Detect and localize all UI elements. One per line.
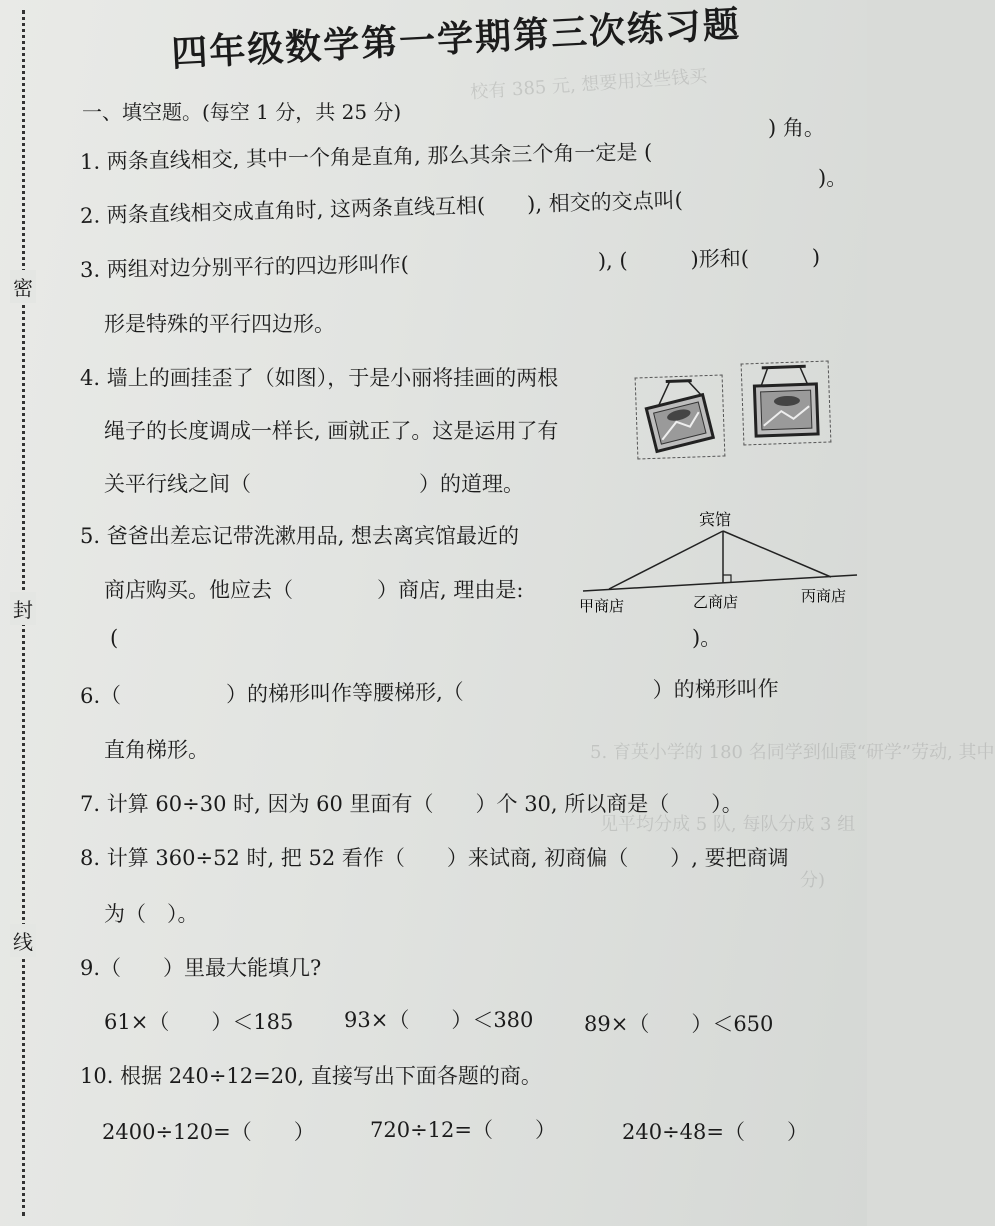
binding-char-line: 线 [10, 924, 36, 957]
question-5-line-1: 5. 爸爸出差忘记带洗漱用品, 想去离宾馆最近的 [80, 524, 520, 548]
label-store-a: 甲商店 [579, 597, 625, 615]
question-2-tail: )。 [818, 166, 848, 190]
question-9-expr-3: 89×（ ）＜650 [584, 1012, 774, 1036]
question-9-expr-2: 93×（ ）＜380 [344, 1008, 534, 1032]
question-2: 2. 两条直线相交成直角时, 这两条直线互相( ), 相交的交点叫( [79, 188, 684, 228]
question-3-line-2: 形是特殊的平行四边形。 [104, 312, 335, 336]
question-8-line-1: 8. 计算 360÷52 时, 把 52 看作（ ）来试商, 初商偏（ ）, 要把商调 [80, 846, 789, 870]
question-5-line-3-tail: )。 [692, 626, 722, 650]
question-10-expr-2: 720÷12=（ ） [370, 1118, 556, 1142]
binding-char-seal: 密 [10, 270, 36, 303]
question-9-expr-1: 61×（ ）＜185 [104, 1010, 294, 1034]
bleed-through-text: 5. 育英小学的 180 名同学到仙霞“研学”劳动, 其中 [590, 742, 995, 763]
question-7: 7. 计算 60÷30 时, 因为 60 里面有（ ）个 30, 所以商是（ ）。 [80, 792, 743, 816]
question-6-line-2: 直角梯形。 [104, 738, 209, 762]
tilted-picture-illustration [635, 374, 726, 459]
question-10-expr-1: 2400÷120=（ ） [102, 1120, 315, 1144]
question-10: 10. 根据 240÷12=20, 直接写出下面各题的商。 [80, 1064, 542, 1088]
bleed-through-text: 校有 385 元, 想要用这些钱买 [469, 65, 708, 104]
page-title: 四年级数学第一学期第三次练习题 [170, 3, 742, 75]
store-distance-diagram [575, 505, 865, 617]
label-hotel: 宾馆 [699, 510, 732, 529]
binding-char-seal-2: 封 [10, 592, 36, 625]
question-6-line-1: 6.（ ）的梯形叫作等腰梯形,（ ）的梯形叫作 [79, 676, 779, 708]
path-to-store-c [723, 531, 831, 577]
question-4-line-2: 绳子的长度调成一样长, 画就正了。这是运用了有 [104, 419, 559, 443]
section-heading: 一、填空题。(每空 1 分，共 25 分) [82, 100, 402, 124]
label-store-b: 乙商店 [693, 593, 739, 611]
question-1: 1. 两条直线相交, 其中一个角是直角, 那么其余三个角一定是 ( [79, 140, 653, 174]
path-to-store-a [609, 531, 723, 589]
question-5-line-3: ( [110, 626, 119, 650]
question-9: 9.（ ）里最大能填几? [80, 956, 322, 980]
label-store-c: 丙商店 [801, 587, 847, 605]
bleed-through-text: 见平均分成 5 队, 每队分成 3 组 [600, 814, 856, 835]
bleed-through-text: 分) [800, 870, 826, 891]
question-5-line-2: 商店购买。他应去（ ）商店, 理由是: [104, 578, 524, 602]
question-10-expr-3: 240÷48=（ ） [622, 1120, 808, 1144]
straight-picture-illustration [741, 360, 832, 445]
question-4-line-1: 4. 墙上的画挂歪了（如图），于是小丽将挂画的两根 [80, 366, 559, 390]
question-3-line-1: 3. 两组对边分别平行的四边形叫作( ), ( )形和( ) [79, 245, 821, 282]
question-1-tail: ) 角。 [768, 116, 825, 140]
question-8-line-2: 为（ ）。 [104, 902, 199, 926]
question-4-line-3: 关平行线之间（ ）的道理。 [104, 472, 524, 496]
